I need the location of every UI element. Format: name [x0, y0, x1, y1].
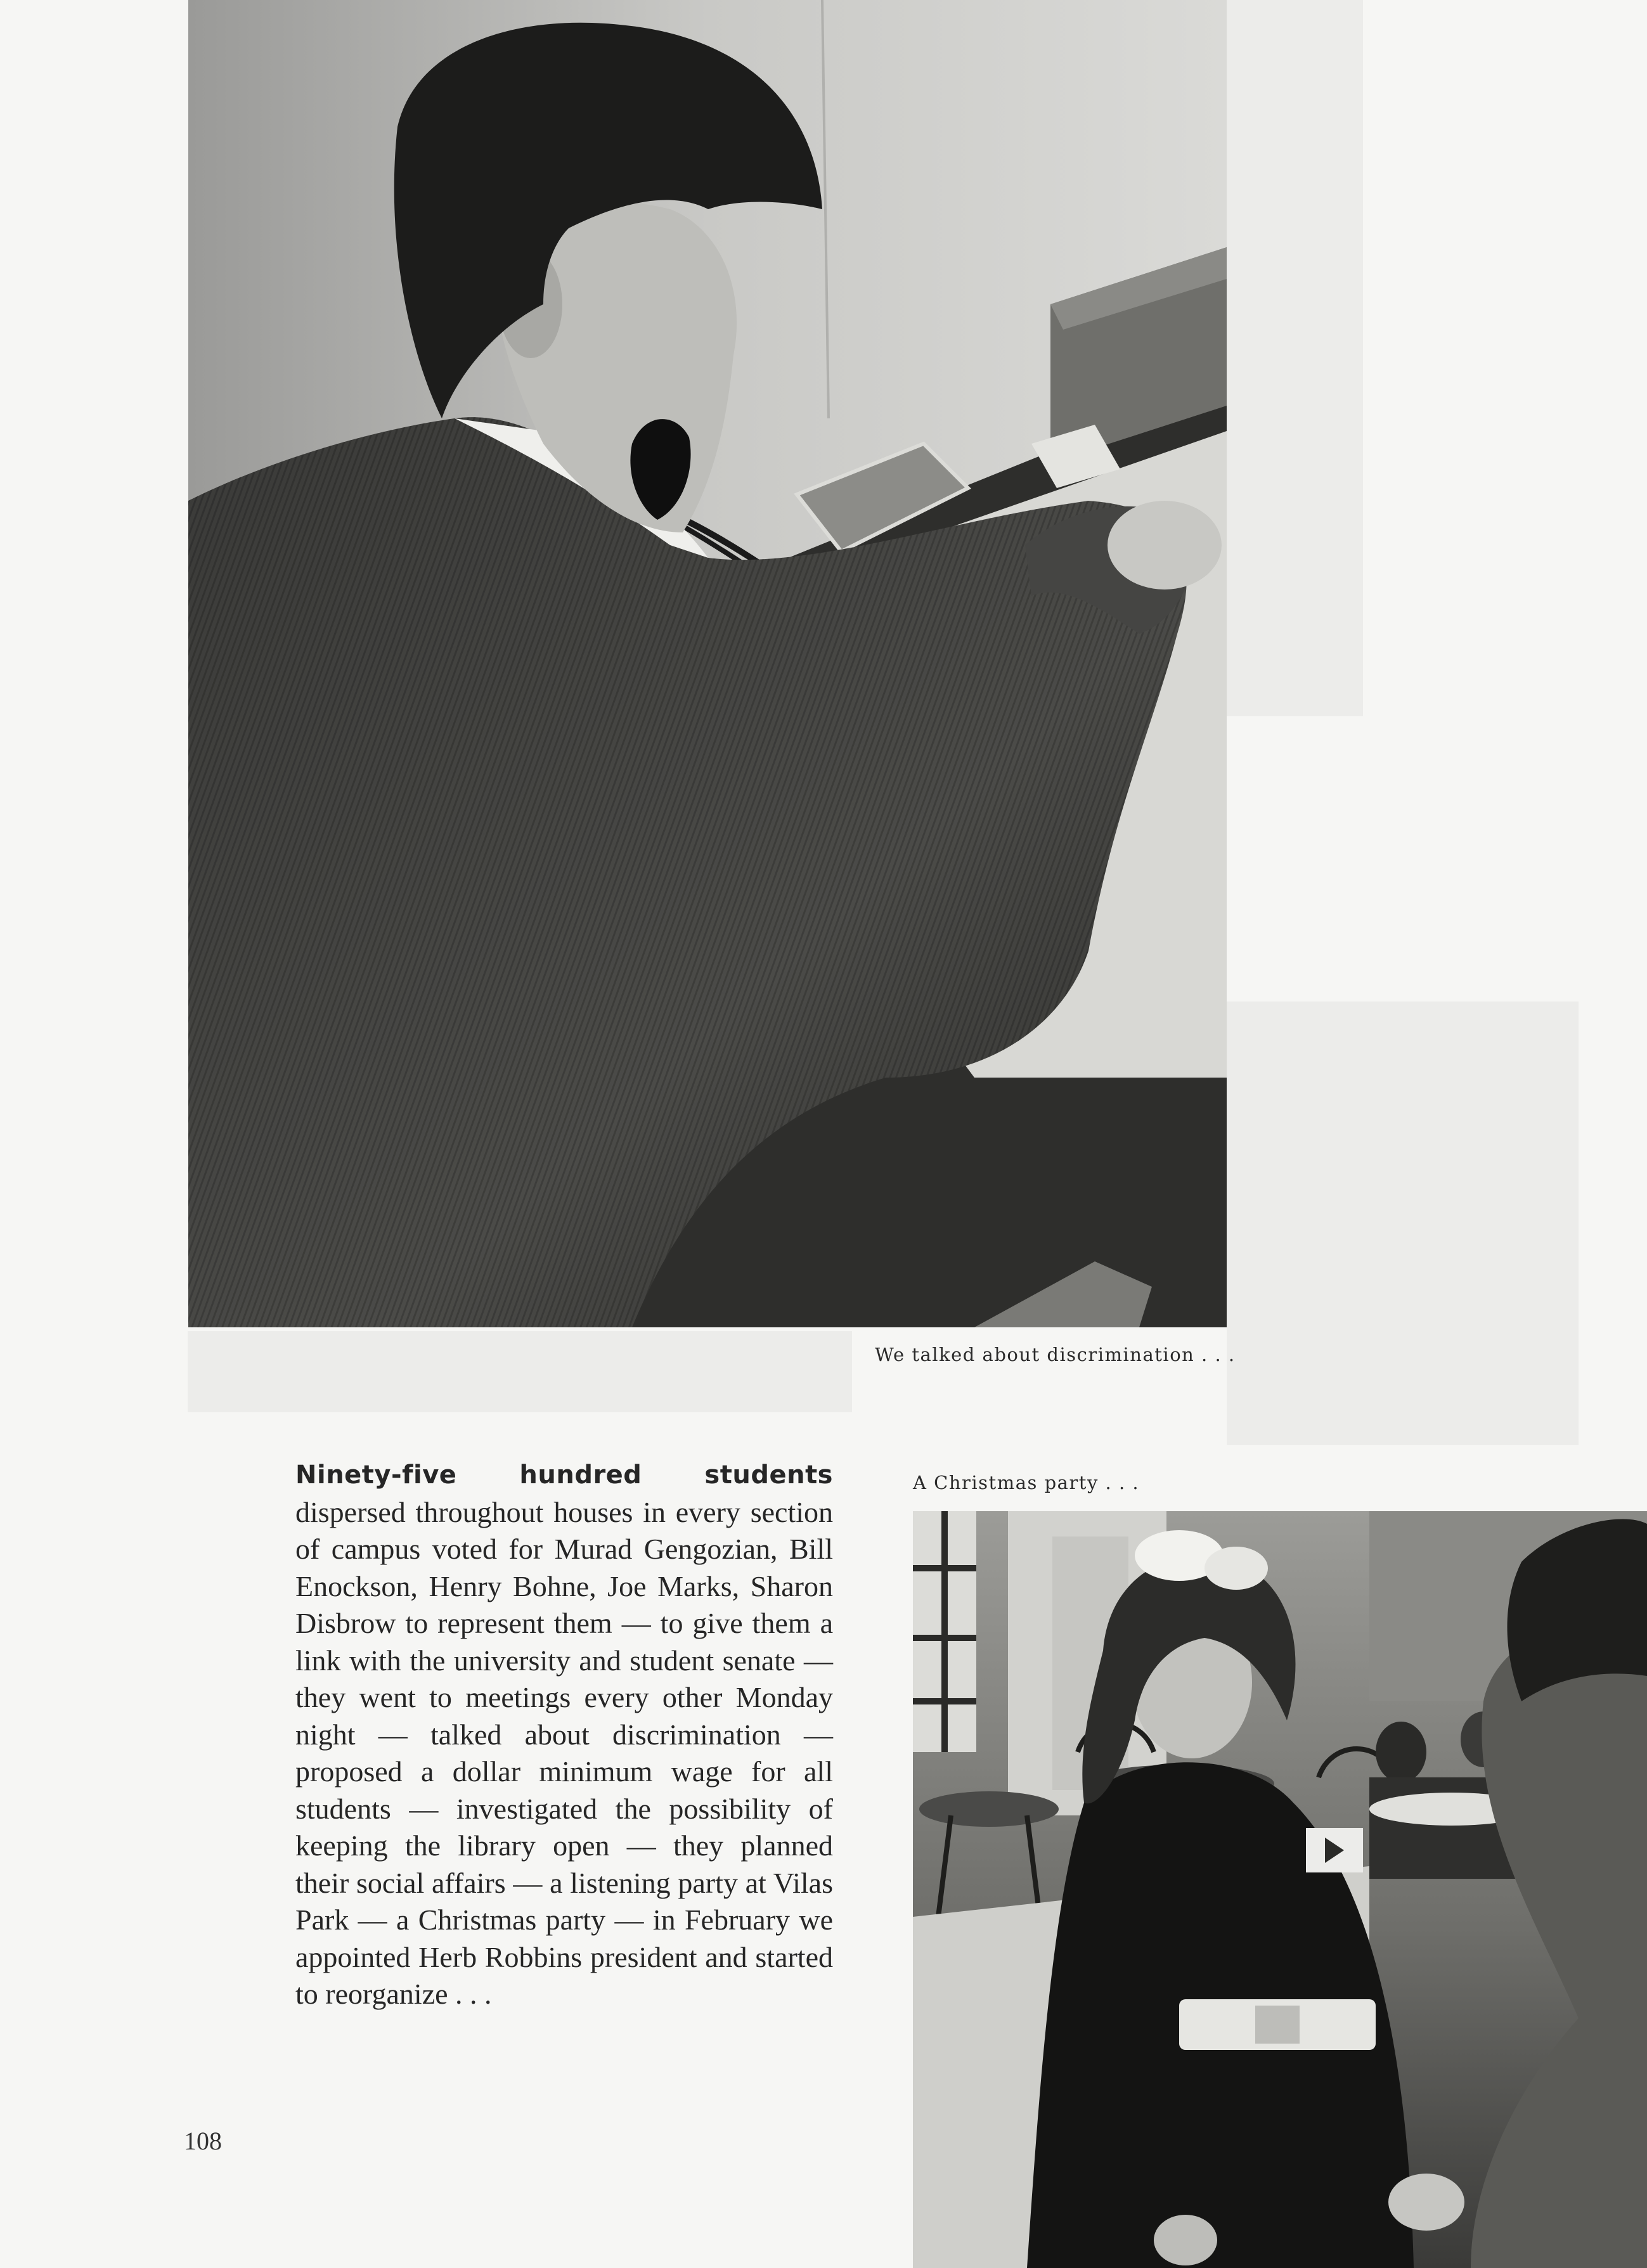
- bleed-through-panel-right-mid: [1227, 1002, 1579, 1445]
- article-lead: Ninety-five hundred students: [295, 1460, 833, 1490]
- article-body: dispersed throughout houses in every section of campus voted for Murad Gengozian, Bill Enockson, Henry Bohne, Joe Marks, Sharon Disbrow to represent them — to give them a link with the university and student senate — they went to meetings every other Monday night — talked about discrimination — proposed a dollar minimum wage for all students — investigated the possibility of keeping the library open — they planned their social affairs — a listening party at Vilas Park — a Christmas party — in February we appointed Herb Robbins president and started to reorganize . . .: [295, 1495, 833, 2010]
- telephone-photo: [188, 0, 1227, 1327]
- bleed-through-panel-left-bottom: [188, 1331, 852, 1412]
- bleed-through-panel-right-top: [1227, 0, 1363, 716]
- article-paragraph: [295, 1455, 833, 2013]
- bottom-photo-caption: A Christmas party . . .: [913, 1472, 1140, 1493]
- christmas-party-photo: [913, 1511, 1647, 2268]
- page-number: 108: [184, 2127, 222, 2155]
- top-photo-caption: We talked about discrimination . . .: [875, 1344, 1236, 1365]
